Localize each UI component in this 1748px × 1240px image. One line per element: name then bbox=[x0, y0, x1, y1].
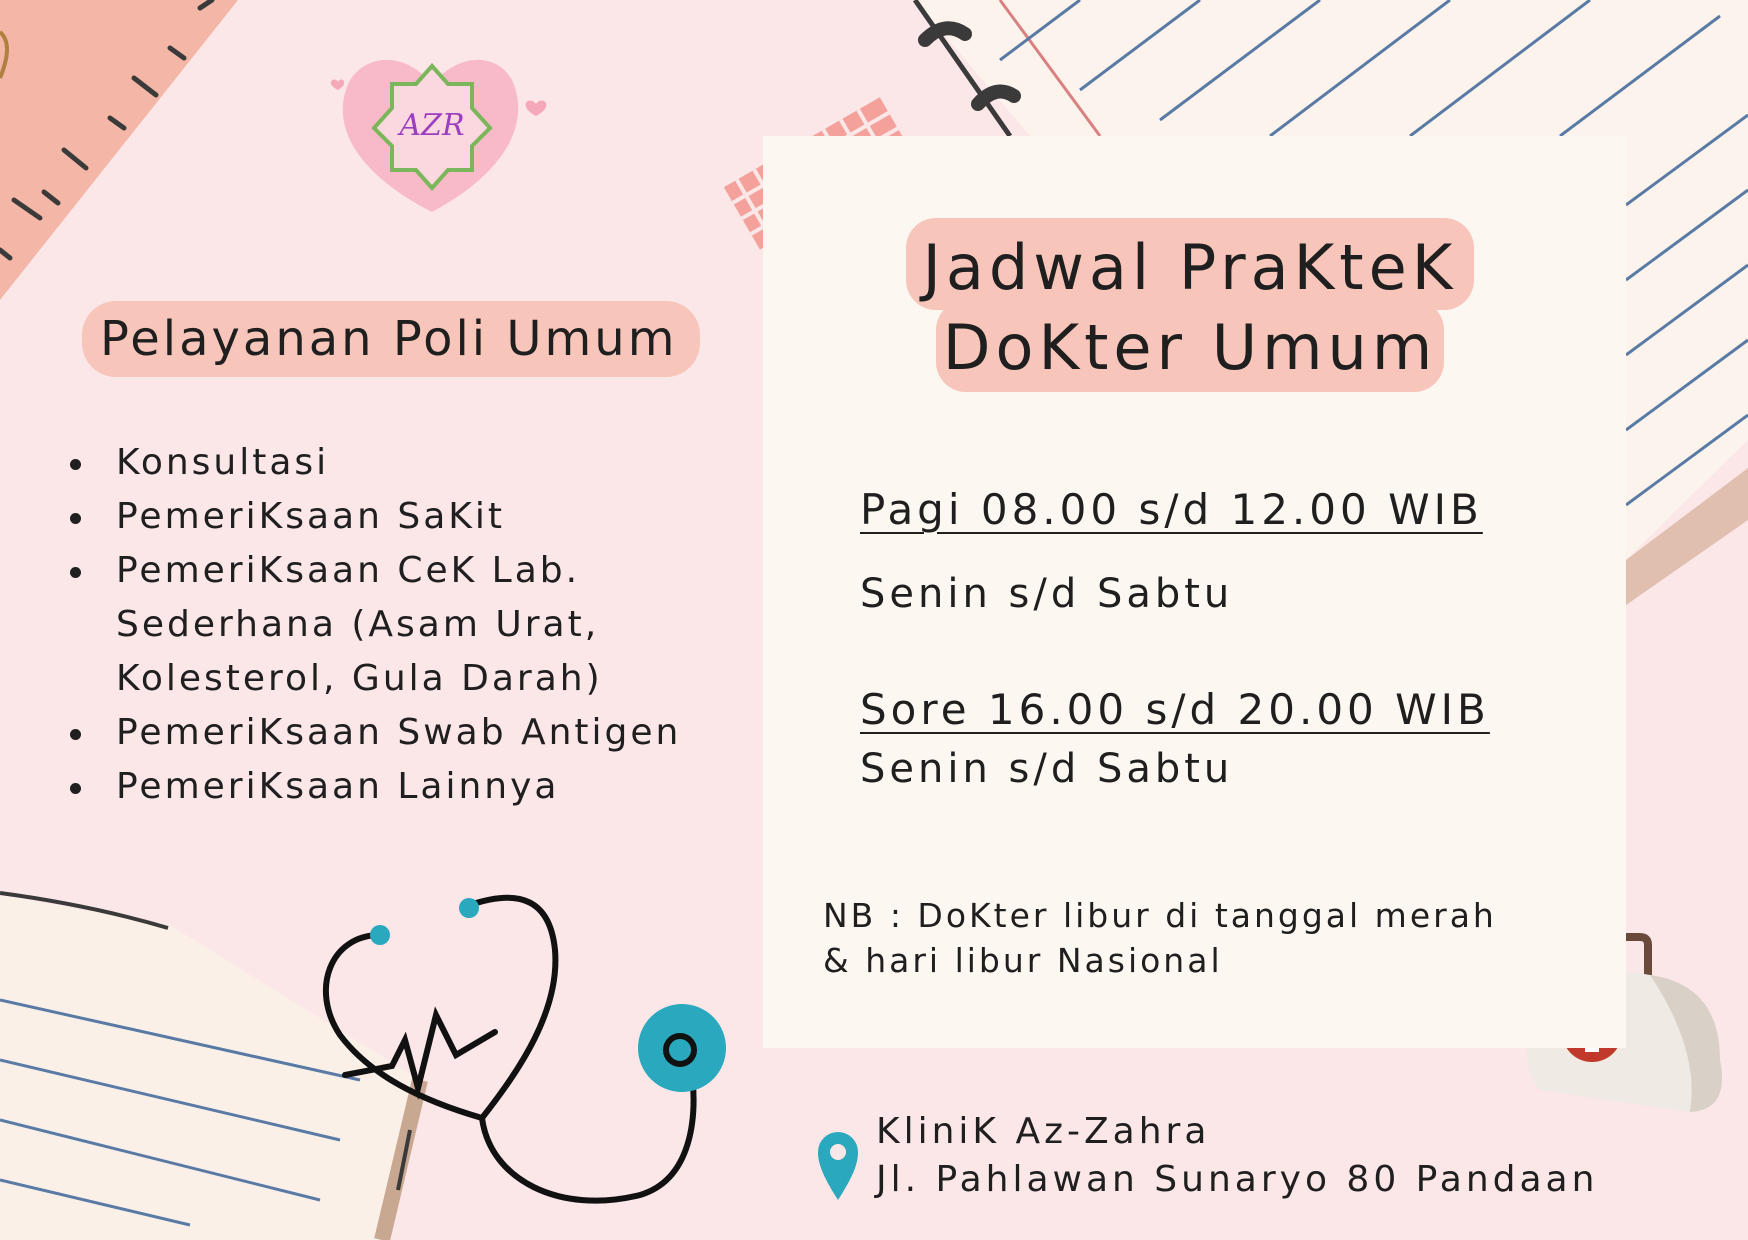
list-item: PemeriKsaan SaKit bbox=[60, 490, 720, 544]
services-title: Pelayanan Poli Umum bbox=[100, 311, 678, 367]
logo-text: AZR bbox=[399, 108, 465, 143]
list-item: PemeriKsaan Lainnya bbox=[60, 760, 720, 814]
list-item: PemeriKsaan CeK Lab. Sederhana (Asam Urat, Kolesterol, Gula Darah) bbox=[60, 544, 720, 706]
evening-hours: Sore 16.00 s/d 20.00 WIB bbox=[860, 685, 1490, 734]
ruler-decoration bbox=[0, 0, 238, 300]
morning-hours: Pagi 08.00 s/d 12.00 WIB bbox=[860, 485, 1483, 534]
schedule-title-line-1: Jadwal PraKteK bbox=[922, 231, 1458, 304]
holiday-note-line-2: & hari libur Nasional bbox=[823, 941, 1223, 980]
morning-days: Senin s/d Sabtu bbox=[860, 571, 1234, 617]
notebook-bottom-decoration bbox=[0, 893, 420, 1240]
schedule-title-line-2: DoKter Umum bbox=[942, 311, 1438, 384]
list-item: Konsultasi bbox=[60, 436, 720, 490]
clinic-address: Jl. Pahlawan Sunaryo 80 Pandaan bbox=[876, 1159, 1599, 1200]
clinic-name: KliniK Az-Zahra bbox=[876, 1111, 1211, 1152]
holiday-note-line-1: NB : DoKter libur di tanggal merah bbox=[823, 896, 1497, 935]
services-list bbox=[60, 436, 720, 814]
list-item: PemeriKsaan Swab Antigen bbox=[60, 706, 720, 760]
location-pin-icon bbox=[818, 1132, 858, 1200]
evening-days: Senin s/d Sabtu bbox=[860, 746, 1234, 792]
